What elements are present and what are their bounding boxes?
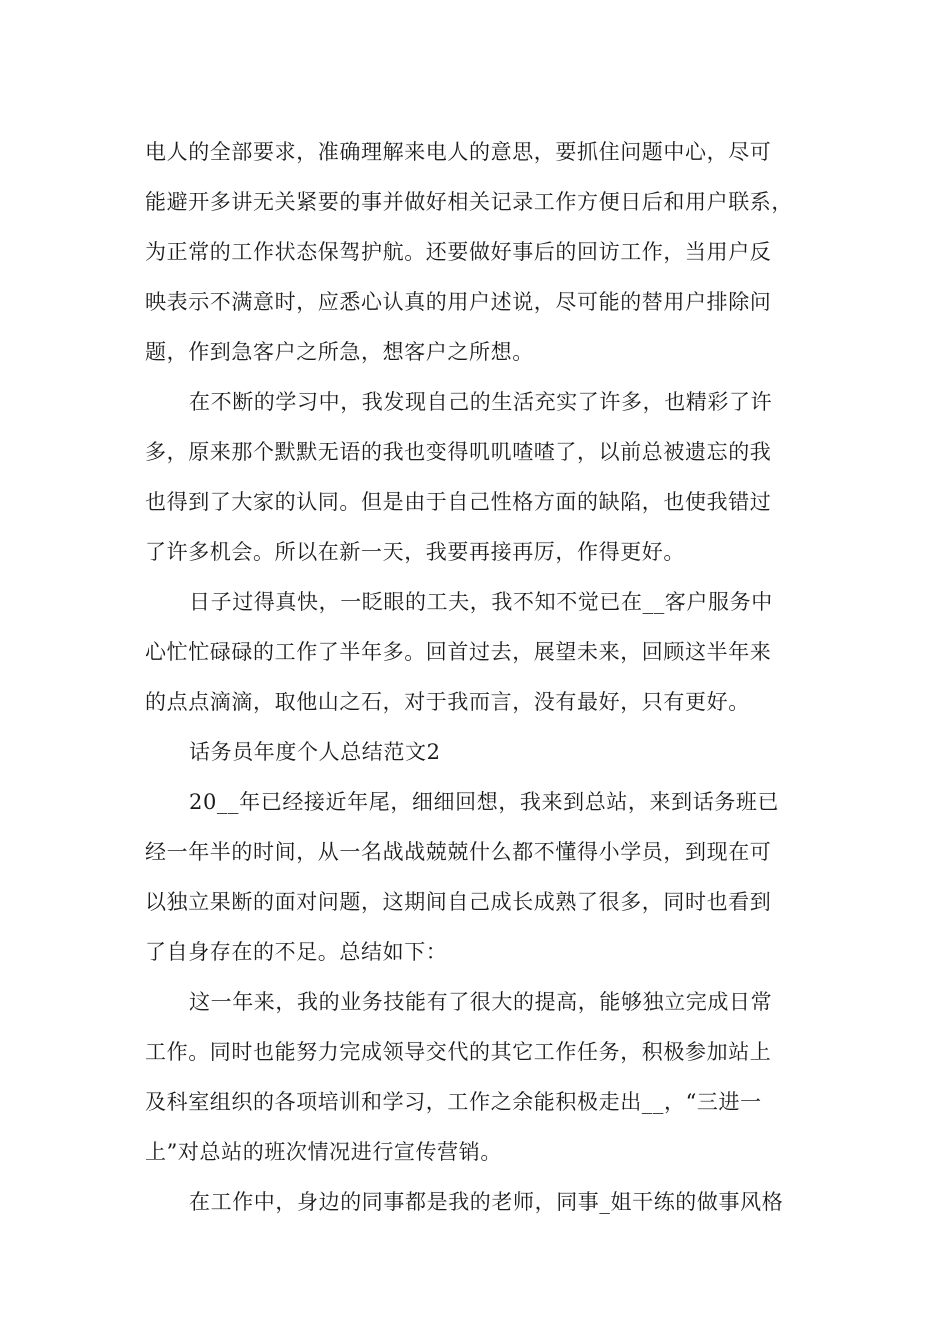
text-line-15: 经一年半的时间，从一名战战兢兢什么都不懂得小学员，到现在可 bbox=[145, 840, 772, 864]
text-line-12: 的点点滴滴，取他山之石，对于我而言，没有最好，只有更好。 bbox=[145, 690, 750, 714]
text-line-10: 日子过得真快，一眨眼的工夫，我不知不觉已在__客户服务中 bbox=[189, 590, 773, 614]
text-line-4: 映表示不满意时，应悉心认真的用户述说，尽可能的替用户排除问 bbox=[145, 290, 772, 314]
text-line-19: 工作。同时也能努力完成领导交代的其它工作任务，积极参加站上 bbox=[145, 1040, 772, 1064]
text-line-22: 在工作中，身边的同事都是我的老师，同事_姐干练的做事风格 bbox=[189, 1190, 784, 1214]
text-line-21: 上”对总站的班次情况进行宣传营销。 bbox=[145, 1140, 502, 1164]
text-line-6: 在不断的学习中，我发现自己的生活充实了许多，也精彩了许 bbox=[189, 390, 773, 414]
text-line-14: 20__年已经接近年尾，细细回想，我来到总站，来到话务班已 bbox=[189, 790, 780, 814]
text-line-5: 题，作到急客户之所急，想客户之所想。 bbox=[145, 340, 534, 364]
text-line-1: 电人的全部要求，准确理解来电人的意思，要抓住问题中心，尽可 bbox=[145, 140, 772, 164]
text-line-8: 也得到了大家的认同。但是由于自己性格方面的缺陷，也使我错过 bbox=[145, 490, 772, 514]
text-line-2: 能避开多讲无关紧要的事并做好相关记录工作方便日后和用户联系， bbox=[145, 190, 793, 214]
text-line-17: 了自身存在的不足。总结如下： bbox=[145, 940, 448, 964]
text-line-11: 心忙忙碌碌的工作了半年多。回首过去，展望未来，回顾这半年来 bbox=[145, 640, 772, 664]
section-heading: 话务员年度个人总结范文2 bbox=[189, 740, 441, 764]
text-line-9: 了许多机会。所以在新一天，我要再接再厉，作得更好。 bbox=[145, 540, 685, 564]
text-line-3: 为正常的工作状态保驾护航。还要做好事后的回访工作，当用户反 bbox=[145, 240, 772, 264]
text-line-16: 以独立果断的面对问题，这期间自己成长成熟了很多，同时也看到 bbox=[145, 890, 772, 914]
text-line-18: 这一年来，我的业务技能有了很大的提高，能够独立完成日常 bbox=[189, 990, 773, 1014]
text-line-20: 及科室组织的各项培训和学习，工作之余能积极走出__，“三进一 bbox=[145, 1090, 762, 1114]
text-line-7: 多，原来那个默默无语的我也变得叽叽喳喳了，以前总被遗忘的我 bbox=[145, 440, 772, 464]
